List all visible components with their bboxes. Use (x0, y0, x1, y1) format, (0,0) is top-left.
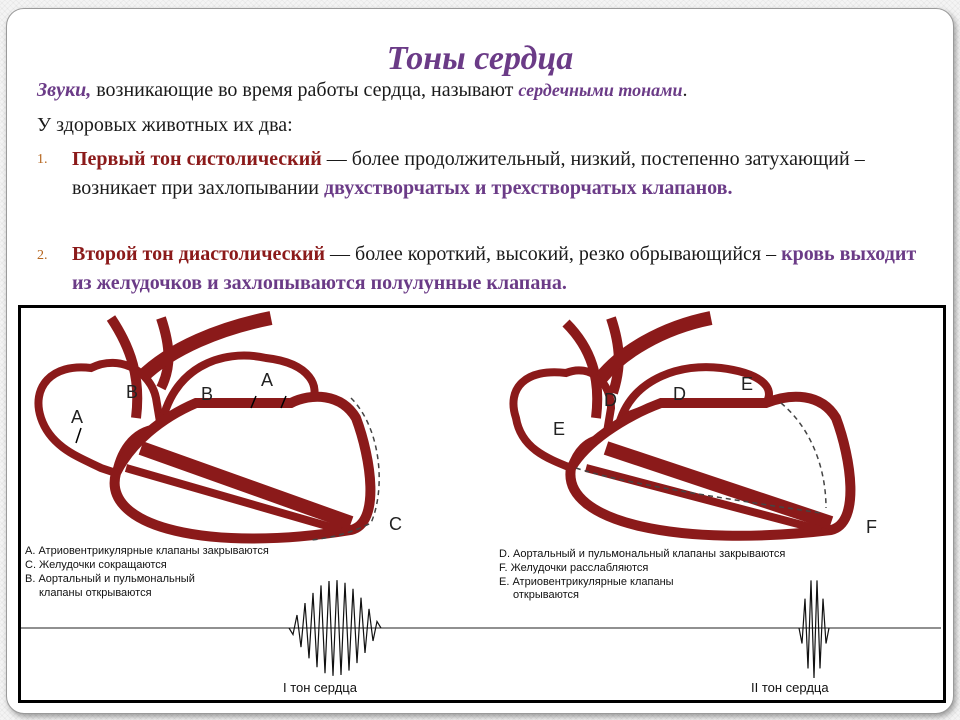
item-1-head: Первый тон систолический (72, 148, 322, 170)
item-1-text: — более продолжительный, низкий, постепенно затухающий – возникает при захлопывании (72, 148, 865, 199)
caption-first-sound: I тон сердца (283, 680, 357, 695)
left-label-a2: A (261, 370, 274, 390)
slide-title: Тоны сердца (386, 40, 574, 77)
legend-left-1: A. Атриовентрикулярные клапаны закрываются (25, 545, 269, 557)
legend-right-1: D. Аортальный и пульмональный клапаны закрываются (499, 548, 786, 560)
intro-sounds: Звуки, (37, 79, 92, 101)
intro-term: сердечными тонами (518, 80, 683, 100)
intro-line (37, 77, 687, 104)
item-number-1: 1. (37, 152, 48, 167)
left-label-b2: B (201, 384, 214, 404)
legend-left-3: B. Аортальный и пульмональный (25, 573, 195, 585)
right-label-d2: D (673, 384, 686, 404)
legend-right-4: открываются (513, 589, 579, 601)
first-sound-waveform (289, 580, 381, 676)
item-2-head: Второй тон диастолический (72, 243, 326, 265)
item-2 (72, 240, 932, 298)
legend-right-3: E. Атриовентрикулярные клапаны (499, 576, 674, 588)
left-label-c: C (389, 514, 402, 534)
left-heart-illustration (38, 318, 379, 540)
right-label-d1: D (604, 390, 617, 410)
intro-end: . (682, 79, 688, 101)
item-1 (72, 145, 932, 203)
second-sound-waveform (799, 580, 829, 678)
legend-left-4: клапаны открываются (39, 587, 152, 599)
caption-second-sound: II тон сердца (751, 680, 829, 695)
right-label-e2: E (553, 419, 566, 439)
item-number-2: 2. (37, 248, 48, 263)
right-label-f: F (866, 517, 877, 537)
intro-line-2: У здоровых животных их два: (37, 114, 293, 136)
heart-diagram-svg (21, 308, 943, 700)
item-2-emph: кровь выходит из желудочков и захлопываются полулунные клапана. (72, 243, 917, 294)
legend-left-2: C. Желудочки сокращаются (25, 559, 167, 571)
legend-right-2: F. Желудочки расслабляются (499, 562, 649, 574)
item-1-emph: двухстворчатых и трехстворчатых клапанов. (324, 177, 733, 199)
heart-sounds-figure (18, 305, 946, 703)
right-label-e1: E (741, 374, 754, 394)
left-label-b1: B (126, 382, 139, 402)
item-2-text: — более короткий, высокий, резко обрывающийся – (325, 243, 782, 265)
left-label-a1: A (71, 407, 84, 427)
intro-text: возникающие во время работы сердца, называют (91, 79, 519, 101)
